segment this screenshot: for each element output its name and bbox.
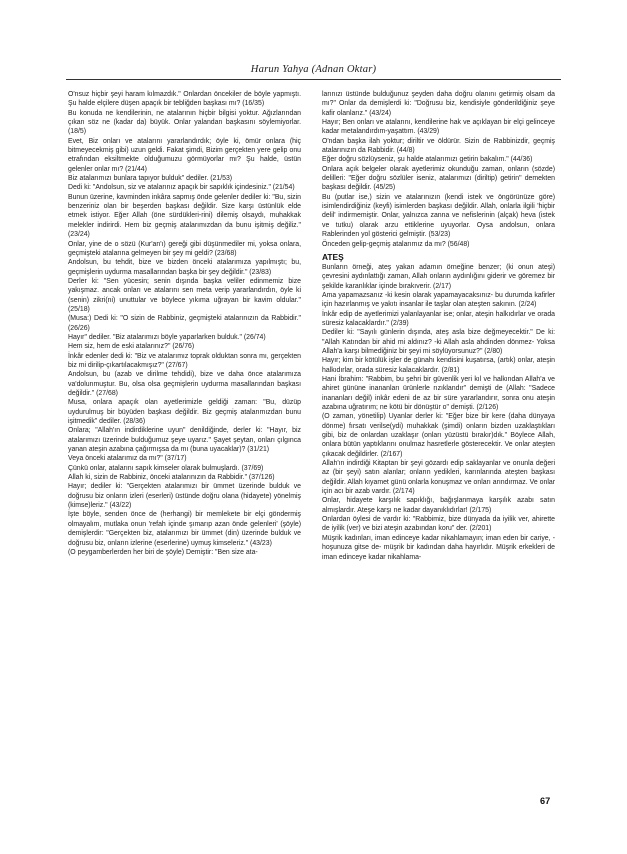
paragraph: Eğer doğru sözlüyseniz, şu halde atalarımızı getirin bakalım." (44/36) [322, 156, 533, 164]
paragraph: O'nsuz hiçbir şeyi haram kılmazdık." Onlardan öncekiler de böyle yapmıştı. Şu halde elçilere düşen apaçık bir tebliğden başkası mı? (16/35) [68, 91, 301, 108]
paragraph: Bu (putlar ise,) sizin ve atalarınızın (kendi istek ve öngörünüze göre) isimlendirdiğiniz (keyfi) isimlerden başkası değildir. Allah, onlarla ilgili 'hiçbir delil' indirmemiştir. Onlar, yalnızca zanna ve nefislerinin (alçak) heva (istek ve tutku) olarak arzu ettiklerine uyuyorlar. Oysa andolsun, onlara Rablerinden yol gösterici gelmiştir. (53/23) [322, 193, 555, 239]
paragraph: İnkâr edenler dedi ki: "Biz ve atalarımız toprak olduktan sonra mı, gerçekten biz mi dirilip-çıkartılacakmışız?" (27/67) [68, 352, 301, 369]
paragraph: Dediler ki: "Sayılı günlerin dışında, ateş asla bize değmeyecektir." De ki: "Allah Katından bir ahid mi aldınız? -ki Allah asla ahdinden dönmez- Yoksa Allah'a karşı bilmediğiniz bir şeyi mi söylüyorsunuz?" (2/80) [322, 329, 555, 355]
paragraph: Onlar, yine de o sözü (Kur'an'ı) gereği gibi düşünmediler mi, yoksa onlara, geçmişteki atalarına gelmeyen bir şey mi geldi? (23/68) [68, 240, 301, 257]
page-number: 67 [540, 796, 551, 806]
paragraph: larınızı üstünde bulduğunuz şeyden daha doğru olanını getirmiş olsam da mı?" Onlar da demişlerdi ki: "Doğrusu biz, kendisiyle gönderildiğiniz şeye kafir olanlarız." (43/24) [322, 91, 555, 117]
paragraph: İnkâr edip de ayetlerimizi yalanlayanlar ise; onlar, ateşin halkıdırlar ve orada süresiz kalacaklardır." (2/39) [322, 310, 555, 327]
paragraph: Bunların örneği, ateş yakan adamın örneğine benzer; (ki onun ateşi) çevresini aydınlattığı zaman, Allah onların aydınlığını giderir ve göremez bir şekilde karanlıklar içinde bırakıverir. (2/17) [322, 263, 555, 290]
paragraph: Evet, Biz onları ve atalarını yararlandırdık; öyle ki, ömür onlara (hiç bitmeyecekmiş gibi) uzun geldi. Fakat şimdi, Bizim gerçekten yere gelip onu etrafından eksiltmekte olduğumuzu görmüyorlar mı? Şu halde, üstün gelenler onlar mı? (21/44) [68, 137, 301, 173]
left-column [68, 90, 301, 557]
paragraph: Bunun üzerine, kavminden inkâra sapmış önde gelenler dediler ki: "Bu, sizin benzeriniz olan bir beşerden başkası değildir. Size karşı üstünlük elde etmek istiyor. Eğer Allah (öne sürdükleri-rini) dilemiş olsaydı, muhakkak melekler indirirdi. Hem biz geçmiş atalarımızdan da bunu işitmiş değiliz." (23/24) [68, 193, 301, 239]
paragraph: Hayır" dediler. "Biz atalarımızı böyle yaparlarken bulduk." (26/74) [68, 333, 266, 341]
paragraph: Allah ki, sizin de Rabbiniz, önceki atalarınızın da Rabbidir." (37/126) [68, 474, 275, 482]
paragraph: Hayır; dediler ki: "Gerçekten atalarımızı bir ümmet üzerinde bulduk ve doğrusu biz onların izleri (eserleri) üstünde doğru olana (hidayete) yönelmiş (kimse)leriz." (43/22) [68, 483, 301, 510]
paragraph: Andolsun, bu tehdit, bize ve bizden önceki atalarımıza yapılmıştı; bu, geçmişlerin uydurma masallarından başka bir şey değildir." (23/83) [68, 259, 301, 276]
paragraph: Hayır; Ben onları ve atalarını, kendilerine hak ve açıklayan bir elçi gelinceye kadar metalandırdım-yaşattım. (43/29) [322, 119, 555, 136]
paragraph: Bu konuda ne kendilerinin, ne atalarının hiçbir bilgisi yoktur. Ağızlarından çıkan söz ne (kadar da) büyük. Onlar yalandan başkasını söylemiyorlar. (18/5) [68, 109, 301, 136]
section-heading: ATEŞ [322, 251, 344, 262]
paragraph: İşte böyle, senden önce de (herhangi) bir memlekete bir elçi göndermiş olmayalım, mutlaka onun 'refah içinde şımarıp azan önde gelenleri' (şöyle) demişlerdir: "Gerçekten biz, atalarımızı bir ümmet (din) üzerinde bulduk ve doğrusu biz, onların izlerine (eserlerine) uymuş kimseleriz." (43/23) [68, 511, 301, 547]
paragraph: Dedi ki: "Andolsun, siz ve atalarınız apaçık bir sapıklık içindesiniz." (21/54) [68, 184, 295, 192]
paragraph: Hayır; kim bir kötülük işler de günahı kendisini kuşatırsa, (artık) onlar, ateşin halkıdırlar, orada süresiz kalacaklardır. (2/81) [322, 357, 555, 374]
paragraph: Allah'ın indirdiği Kitaptan bir şeyi gözardı edip saklayanlar ve onunla değeri az (bir şeyi) satın alanlar; onların yedikleri, karınlarında ateşten başkası değildir. Allah kıyamet günü onlarla konuşmaz ve onları arındırmaz. Ve onlar için acı bir azab vardır. (2/174) [322, 460, 555, 496]
paragraph: Onlara açık belgeler olarak ayetlerimiz okunduğu zaman, onların (sözde) delilleri: "Eğer doğru sözlüler iseniz, atalarımızı (diriltip) getirin" demekten başkası değildir. (45/25) [322, 165, 555, 192]
paragraph: O'ndan başka ilah yoktur; diriltir ve öldürür. Sizin de Rabbinizdir, geçmiş atalarınızın da Rabbidir. (44/8) [322, 137, 555, 155]
paragraph: (O zaman, yönetilip) Uyanlar derler ki: "Eğer bize bir kere (daha dünyaya dönme) fırsatı verilse(ydi) muhakkak (şimdi) onların bizden uzaklaştıkları gibi, biz de onlardan uzaklaşır (onları yüzüstü bırakır)dık." Böylece Allah, onlara bütün yaptıklarını onulmaz hasretlerle gösterecektir. Ve onlar ateşten çıkacak değildirler. (2/167) [322, 413, 555, 458]
paragraph: Derler ki: "Sen yücesin; senin dışında başka veliler edinmemiz bize yakışmaz. ancak onları ve atalarını sen meta verip yararlandırdın, öyle ki (senin) zikri(ni) unuttular ve böylece yıkıma uğrayan bir kavim oldular." (25/18) [68, 277, 301, 313]
paragraph: Musa, onlara apaçık olan ayetlerimizle geldiği zaman: "Bu, düzüp uydurulmuş bir büyüden başkası değildir. Biz geçmiş atalarımızdan bunu işitmedik" dediler. (28/36) [68, 399, 301, 426]
paragraph: Önceden gelip-geçmiş atalarımız da mı? (56/48) [322, 240, 470, 248]
header-rule [66, 79, 561, 80]
paragraph: Ama yapamazsanız -ki kesin olarak yapamayacaksınız- bu durumda kafirler için hazırlanmış ve yakıtı insanlar ile taşlar olan ateşten sakının. (2/24) [322, 291, 555, 309]
paragraph: Müşrik kadınları, iman edinceye kadar nikahlamayın; iman eden bir cariye, -hoşunuza gitse de- müşrik bir kadından daha hayırlıdır. Müşrik erkekleri de iman edinceye kadar nikahlama- [322, 534, 555, 561]
paragraph: Çünkü onlar, atalarını sapık kimseler olarak bulmuşlardı. (37/69) [68, 464, 264, 472]
paragraph: (Musa:) Dedi ki: "O sizin de Rabbiniz, geçmişteki atalarınızın da Rabbidir." (26/26) [68, 315, 301, 332]
paragraph: Onlara; "Allah'ın indirdiklerine uyun" denildiğinde, derler ki: "Hayır, biz atalarımızı üzerinde bulduğumuz şeye uyarız." Şayet şeytan, onları çılgınca yanan ateşin azabına çağırmışsa da mı (buna uyacaklar)? (31/21) [68, 427, 301, 454]
paragraph: Onlardan öylesi de vardır ki: "Rabbimiz, bize dünyada da iyilik ver, ahirette de iyilik (ver) ve bizi ateşin azabından koru" der. (2/201) [322, 516, 555, 533]
paragraph: Hem siz, hem de eski atalarınız?" (26/76) [68, 343, 195, 351]
paragraph: Hani İbrahim: "Rabbim, bu şehri bir güvenlik yeri kıl ve halkından Allah'a ve ahiret gününe inananları ürünlerle rızıklandır" demişti de (Allah: "Sadece inananları değil) inkâr edeni de az bir süre yararlandırır, sonra onu ateşin azabına uğratırım; ne kötü bir dönüştür o" demişti. (2/126) [322, 375, 555, 411]
paragraph: (O peygamberlerden her biri de şöyle) Demiştir: "Ben size ata- [68, 548, 258, 556]
paragraph: Onlar, hidayete karşılık sapıklığı, bağışlanmaya karşılık azabı satın almışlardır. Ateşe karşı ne kadar dayanıklıdırlar! (2/175) [322, 497, 555, 514]
paragraph: Biz atalarımızı bunlara tapıyor bulduk" dediler. (21/53) [68, 175, 233, 183]
paragraph: Andolsun, bu (azab ve dirilme tehdidi), bize ve daha önce atalarımıza va'dolunmuştur. Bu, olsa olsa geçmişlerin uydurma masallarından başkası değildir." (27/68) [68, 371, 301, 397]
paragraph: Veya önceki atalarımız da mı?" (37/17) [68, 455, 187, 463]
running-header: Harun Yahya (Adnan Oktar) [250, 64, 377, 75]
right-column [322, 90, 555, 562]
